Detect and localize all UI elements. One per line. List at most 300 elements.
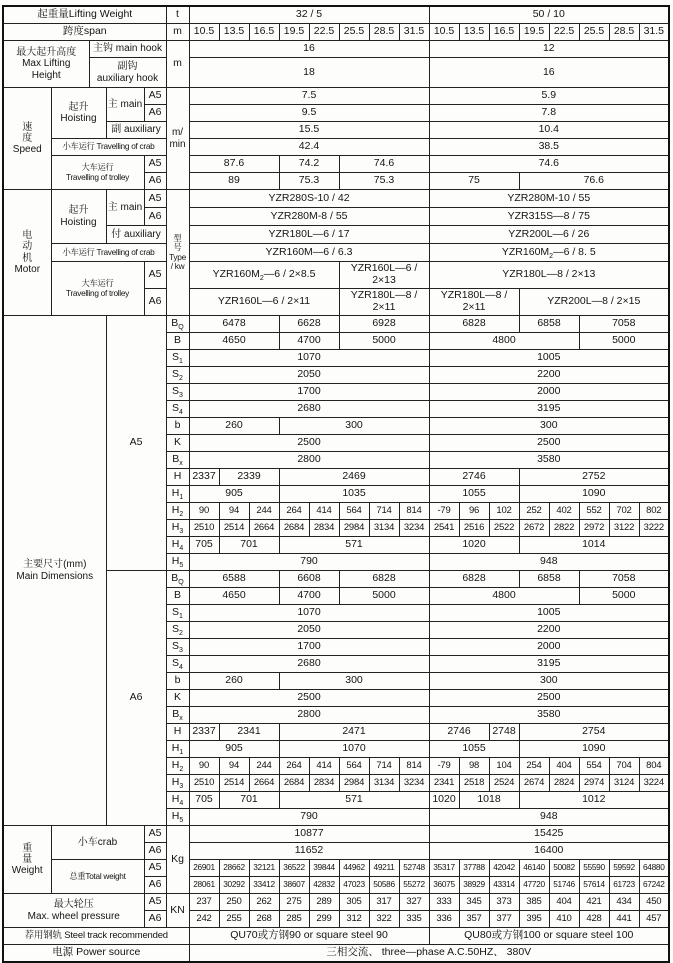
table-cell: 副 auxiliary (106, 122, 166, 139)
table-cell: A6 (144, 105, 166, 122)
table-cell: 2664 (249, 775, 279, 792)
table-cell: 2500 (189, 690, 429, 707)
table-cell: 起升 Hoisting (51, 88, 106, 139)
table-cell: 1700 (189, 639, 429, 656)
table-cell: 3134 (369, 775, 399, 792)
table-cell: YZR280M-8 / 55 (189, 208, 429, 226)
weight-section-label: 重 量 Weight (3, 826, 51, 894)
table-cell: 3224 (639, 775, 669, 792)
table-cell: 552 (579, 503, 609, 520)
table-cell: 701 (219, 537, 279, 554)
table-cell: B (166, 333, 189, 350)
table-cell: 395 (519, 911, 549, 928)
table-cell: 327 (399, 894, 429, 911)
table-cell: 1700 (189, 384, 429, 401)
table-cell: 55590 (579, 860, 609, 877)
table-cell: $S_1$ (166, 605, 189, 622)
table-cell: 75.3 (279, 173, 339, 190)
table-cell: 12 (429, 41, 669, 58)
table-cell: 2680 (189, 401, 429, 418)
capacity-32-5: 32 / 5 (189, 6, 429, 24)
table-cell: 714 (369, 758, 399, 775)
table-cell: 22.5 (309, 24, 339, 41)
table-cell: 948 (429, 809, 669, 826)
table-cell: 6828 (339, 571, 429, 588)
table-cell: 564 (339, 758, 369, 775)
table-cell: 2800 (189, 707, 429, 724)
table-cell: b (166, 418, 189, 435)
table-cell: $H_4$ (166, 792, 189, 809)
table-cell: 254 (519, 758, 549, 775)
table-cell: 90 (189, 758, 219, 775)
table-cell: 1020 (429, 537, 519, 554)
power-source-value: 三相交流、 three—phase A.C.50HZ、 380V (189, 945, 669, 963)
table-cell: 434 (609, 894, 639, 911)
table-cell: 2341 (219, 724, 279, 741)
table-cell: A5 (144, 88, 166, 105)
table-cell: 102 (489, 503, 519, 520)
table-cell: YZR315S—8 / 75 (429, 208, 669, 226)
table-cell: 6928 (339, 316, 429, 333)
table-cell: A5 (144, 894, 166, 911)
table-cell: $H_3$ (166, 520, 189, 537)
table-cell: YZR160M—6 / 6.3 (189, 244, 429, 262)
table-cell: $H_1$ (166, 741, 189, 758)
table-cell: 74.2 (279, 156, 339, 173)
table-cell: 64880 (639, 860, 669, 877)
unit-cell: m (166, 24, 189, 41)
table-cell: 3122 (609, 520, 639, 537)
table-cell: 2510 (189, 520, 219, 537)
table-cell: 1018 (459, 792, 519, 809)
table-cell: 2524 (489, 775, 519, 792)
table-cell: A6 (144, 843, 166, 860)
table-cell: 300 (429, 673, 669, 690)
table-cell: 2000 (429, 384, 669, 401)
table-cell: 小车运行 Travelling of crab (51, 244, 166, 262)
table-cell: 小车crab (51, 826, 144, 860)
table-cell: YZR180L—6 / 17 (189, 226, 429, 244)
table-cell: 总重Total weight (51, 860, 144, 894)
table-cell: 30292 (219, 877, 249, 894)
table-cell: 3124 (609, 775, 639, 792)
table-cell: 255 (219, 911, 249, 928)
table-cell: 268 (249, 911, 279, 928)
table-cell: 98 (459, 758, 489, 775)
table-cell: 300 (429, 418, 669, 435)
table-cell: H (166, 724, 189, 741)
table-cell: 2341 (429, 775, 459, 792)
table-cell: 2746 (429, 469, 519, 486)
table-cell: 312 (339, 911, 369, 928)
table-cell: 15.5 (189, 122, 429, 139)
table-cell: 4800 (429, 588, 579, 605)
spec-table (2, 5, 670, 963)
table-cell: 5.9 (429, 88, 669, 105)
group-a5-label: A5 (106, 316, 166, 571)
table-cell: 252 (519, 503, 549, 520)
table-cell: 305 (339, 894, 369, 911)
table-cell: 9.5 (189, 105, 429, 122)
table-cell: 起升 Hoisting (51, 190, 106, 244)
table-cell: 1005 (429, 605, 669, 622)
table-cell: 19.5 (519, 24, 549, 41)
table-cell: 39844 (309, 860, 339, 877)
table-cell: 42042 (489, 860, 519, 877)
wheel-pressure-label: 最大轮压 Max. wheel pressure (3, 894, 144, 928)
table-cell: 289 (309, 894, 339, 911)
table-cell: 262 (249, 894, 279, 911)
table-cell: 242 (189, 911, 219, 928)
table-cell: $S_1$ (166, 350, 189, 367)
table-cell: 2822 (549, 520, 579, 537)
table-cell: 副钩 auxiliary hook (89, 58, 166, 88)
table-cell: A6 (144, 173, 166, 190)
table-cell: 2834 (309, 520, 339, 537)
table-cell: 2834 (309, 775, 339, 792)
table-cell: 57614 (579, 877, 609, 894)
table-cell: 35317 (429, 860, 459, 877)
table-cell: 404 (549, 758, 579, 775)
table-cell: 237 (189, 894, 219, 911)
table-cell: 2754 (519, 724, 669, 741)
table-cell: 6478 (189, 316, 279, 333)
table-cell: 414 (309, 503, 339, 520)
table-cell: QU80或方钢100 or square steel 100 (429, 928, 669, 945)
table-cell: 4650 (189, 333, 279, 350)
table-cell: 31.5 (639, 24, 669, 41)
table-cell: 1070 (279, 741, 429, 758)
table-cell: 285 (279, 911, 309, 928)
table-cell: 1070 (189, 605, 429, 622)
table-cell: 260 (189, 418, 279, 435)
table-cell: H (166, 469, 189, 486)
table-cell: 18 (189, 58, 429, 88)
capacity-50-10: 50 / 10 (429, 6, 669, 24)
table-cell: 7.5 (189, 88, 429, 105)
table-cell: 790 (189, 809, 429, 826)
table-cell: 2337 (189, 724, 219, 741)
table-cell: 6858 (519, 571, 579, 588)
table-cell: 22.5 (549, 24, 579, 41)
table-cell: YZR160L—6 / 2×11 (189, 289, 339, 316)
table-cell: 2516 (459, 520, 489, 537)
table-cell: $B_Q$ (166, 316, 189, 333)
table-cell: 2510 (189, 775, 219, 792)
table-cell: 790 (189, 554, 429, 571)
table-cell: 15425 (429, 826, 669, 843)
table-cell: 36522 (279, 860, 309, 877)
table-cell: 7058 (579, 316, 669, 333)
table-cell: A5 (144, 190, 166, 208)
table-cell: 42.4 (189, 139, 429, 156)
table-cell: 16400 (429, 843, 669, 860)
table-cell: 3195 (429, 656, 669, 673)
table-cell: 4800 (429, 333, 579, 350)
table-cell: $B_Q$ (166, 571, 189, 588)
table-cell: 4700 (279, 333, 339, 350)
table-cell: 90 (189, 503, 219, 520)
table-cell: 705 (189, 792, 219, 809)
table-cell: 28.5 (609, 24, 639, 41)
max-lifting-height-label: 最大起升高度 Max Lifting Height (3, 41, 89, 88)
table-cell: 6608 (279, 571, 339, 588)
table-cell: 94 (219, 758, 249, 775)
table-cell: 94 (219, 503, 249, 520)
table-cell: 28.5 (369, 24, 399, 41)
table-cell: YZR280S-10 / 42 (189, 190, 429, 208)
table-cell: 1070 (189, 350, 429, 367)
table-cell: 702 (609, 503, 639, 520)
table-cell: 1055 (429, 741, 519, 758)
table-cell: 2824 (549, 775, 579, 792)
table-cell: 19.5 (279, 24, 309, 41)
table-cell: 1012 (519, 792, 669, 809)
table-cell: 50082 (549, 860, 579, 877)
table-cell: 32121 (249, 860, 279, 877)
table-cell: 2514 (219, 775, 249, 792)
table-cell: 2500 (429, 690, 669, 707)
table-cell: 6628 (279, 316, 339, 333)
table-cell: 441 (609, 911, 639, 928)
table-cell: 42832 (309, 877, 339, 894)
table-cell: $YZR160M_2—6 / 8$. 5 (429, 244, 669, 262)
table-cell: 76.6 (519, 173, 669, 190)
table-cell: 802 (639, 503, 669, 520)
table-cell: $S_3$ (166, 639, 189, 656)
table-cell: 2471 (279, 724, 429, 741)
table-cell: 61723 (609, 877, 639, 894)
table-cell: 333 (429, 894, 459, 911)
table-cell: 4650 (189, 588, 279, 605)
table-cell: 814 (399, 758, 429, 775)
table-cell: 250 (219, 894, 249, 911)
table-cell: 2200 (429, 622, 669, 639)
table-cell: 28061 (189, 877, 219, 894)
table-cell: 2664 (249, 520, 279, 537)
table-cell: 2337 (189, 469, 219, 486)
table-cell: 6828 (429, 316, 519, 333)
table-cell: 49211 (369, 860, 399, 877)
table-cell: 74.6 (429, 156, 669, 173)
unit-cell: m (166, 41, 189, 88)
table-cell: 38607 (279, 877, 309, 894)
unit-cell: Kg (166, 826, 189, 894)
table-cell: 404 (549, 894, 579, 911)
table-cell: 1090 (519, 486, 669, 503)
table-cell: 701 (219, 792, 279, 809)
table-cell: 2984 (339, 775, 369, 792)
table-cell: 13.5 (219, 24, 249, 41)
table-cell: 44962 (339, 860, 369, 877)
table-cell: 2514 (219, 520, 249, 537)
table-cell: 5000 (579, 588, 669, 605)
table-cell: 75.3 (339, 173, 429, 190)
table-cell: $S_2$ (166, 622, 189, 639)
table-cell: 2746 (429, 724, 489, 741)
spec-table-body (3, 6, 669, 962)
table-cell: 16.5 (489, 24, 519, 41)
table-cell: 6588 (189, 571, 279, 588)
table-cell: 2200 (429, 367, 669, 384)
table-cell: 104 (489, 758, 519, 775)
main-dimensions-label: 主要尺寸(mm) Main Dimensions (3, 316, 106, 826)
power-source-label: 电源 Power source (3, 945, 189, 963)
table-cell: B (166, 588, 189, 605)
table-cell: 1005 (429, 350, 669, 367)
table-cell: 5000 (339, 588, 429, 605)
table-cell: QU70或方钢90 or square steel 90 (189, 928, 429, 945)
table-cell: A6 (144, 208, 166, 226)
unit-cell: KN (166, 894, 189, 928)
table-cell: 28662 (219, 860, 249, 877)
table-cell: $H_1$ (166, 486, 189, 503)
table-cell: $B_x$ (166, 452, 189, 469)
table-cell: 10.5 (429, 24, 459, 41)
unit-cell: 型 号 Type / kw (166, 190, 189, 316)
table-cell: YZR280M-10 / 55 (429, 190, 669, 208)
table-cell: 1090 (519, 741, 669, 758)
table-cell: 付 auxiliary (106, 226, 166, 244)
table-cell: 67242 (639, 877, 669, 894)
motor-section-label: 电 动 机 Motor (3, 190, 51, 316)
table-cell: 87.6 (189, 156, 279, 173)
table-cell: 38.5 (429, 139, 669, 156)
unit-cell: m/ min (166, 88, 189, 190)
table-cell: 2974 (579, 775, 609, 792)
table-cell: 主 main (106, 190, 144, 226)
table-cell: $H_2$ (166, 758, 189, 775)
unit-cell: t (166, 6, 189, 24)
table-cell: YZR160L—6 / 2×13 (339, 262, 429, 289)
table-cell: 7058 (579, 571, 669, 588)
table-cell: 25.5 (339, 24, 369, 41)
table-cell: 804 (639, 758, 669, 775)
table-cell: 10877 (189, 826, 429, 843)
table-cell: 264 (279, 758, 309, 775)
table-cell: 275 (279, 894, 309, 911)
table-cell: 59592 (609, 860, 639, 877)
table-cell: A6 (144, 289, 166, 316)
lifting-weight-label: 起重量Lifting Weight (3, 6, 166, 24)
table-cell: 2672 (519, 520, 549, 537)
table-cell: 1055 (429, 486, 519, 503)
table-cell: 2800 (189, 452, 429, 469)
table-cell: 421 (579, 894, 609, 911)
table-cell: 2500 (429, 435, 669, 452)
table-cell: 6858 (519, 316, 579, 333)
table-cell: YZR180L—8 / 2×13 (429, 262, 669, 289)
table-cell: 10.4 (429, 122, 669, 139)
table-cell: $H_2$ (166, 503, 189, 520)
table-cell: 3134 (369, 520, 399, 537)
table-cell: 1020 (429, 792, 459, 809)
table-cell: 2684 (279, 775, 309, 792)
table-cell: 3580 (429, 707, 669, 724)
table-cell: A5 (144, 262, 166, 289)
table-cell: 373 (489, 894, 519, 911)
table-cell: 10.5 (189, 24, 219, 41)
table-cell: $B_x$ (166, 707, 189, 724)
table-cell: 1014 (519, 537, 669, 554)
table-cell: -79 (429, 503, 459, 520)
table-cell: 2541 (429, 520, 459, 537)
table-cell: 13.5 (459, 24, 489, 41)
table-cell: 2752 (519, 469, 669, 486)
table-cell: $H_5$ (166, 809, 189, 826)
group-a6-label: A6 (106, 571, 166, 826)
table-cell: YZR180L—8 / 2×11 (429, 289, 519, 316)
table-cell: 46140 (519, 860, 549, 877)
table-cell: $S_4$ (166, 656, 189, 673)
table-cell: 300 (279, 673, 429, 690)
table-cell: 714 (369, 503, 399, 520)
table-cell: 大车运行 Travelling of trolley (51, 262, 144, 316)
table-cell: $S_3$ (166, 384, 189, 401)
table-cell: $S_4$ (166, 401, 189, 418)
table-cell: 47023 (339, 877, 369, 894)
table-cell: 36075 (429, 877, 459, 894)
table-cell: 244 (249, 758, 279, 775)
speed-section-label: 速 度 Speed (3, 88, 51, 190)
table-cell: 75 (429, 173, 519, 190)
table-cell: 7.8 (429, 105, 669, 122)
table-cell: 905 (189, 741, 279, 758)
table-cell: 16.5 (249, 24, 279, 41)
table-cell: 2748 (489, 724, 519, 741)
table-cell: 317 (369, 894, 399, 911)
table-cell: 2050 (189, 367, 429, 384)
table-cell: 3234 (399, 775, 429, 792)
table-cell: 260 (189, 673, 279, 690)
table-cell: 74.6 (339, 156, 429, 173)
table-cell: 414 (309, 758, 339, 775)
table-cell: 37788 (459, 860, 489, 877)
table-cell: 571 (279, 537, 429, 554)
table-cell: 43314 (489, 877, 519, 894)
table-cell: 2522 (489, 520, 519, 537)
table-cell: 385 (519, 894, 549, 911)
table-cell: 89 (189, 173, 279, 190)
table-cell: 2000 (429, 639, 669, 656)
table-cell: 38929 (459, 877, 489, 894)
table-cell: 2469 (279, 469, 429, 486)
table-cell: 457 (639, 911, 669, 928)
table-cell: 814 (399, 503, 429, 520)
table-cell: 31.5 (399, 24, 429, 41)
table-cell: A5 (144, 826, 166, 843)
table-cell: 2518 (459, 775, 489, 792)
table-cell: A6 (144, 911, 166, 928)
table-cell: 357 (459, 911, 489, 928)
table-cell: 16 (429, 58, 669, 88)
table-cell: 大车运行 Travelling of trolley (51, 156, 144, 190)
table-cell: 244 (249, 503, 279, 520)
table-cell: 2674 (519, 775, 549, 792)
table-cell: 50586 (369, 877, 399, 894)
table-cell: 5000 (579, 333, 669, 350)
table-cell: 25.5 (579, 24, 609, 41)
table-cell: 4700 (279, 588, 339, 605)
table-cell: 33412 (249, 877, 279, 894)
table-cell: 299 (309, 911, 339, 928)
table-cell: 564 (339, 503, 369, 520)
table-cell: 16 (189, 41, 429, 58)
table-cell: $H_4$ (166, 537, 189, 554)
table-cell: 2500 (189, 435, 429, 452)
table-cell: 554 (579, 758, 609, 775)
table-cell: K (166, 690, 189, 707)
